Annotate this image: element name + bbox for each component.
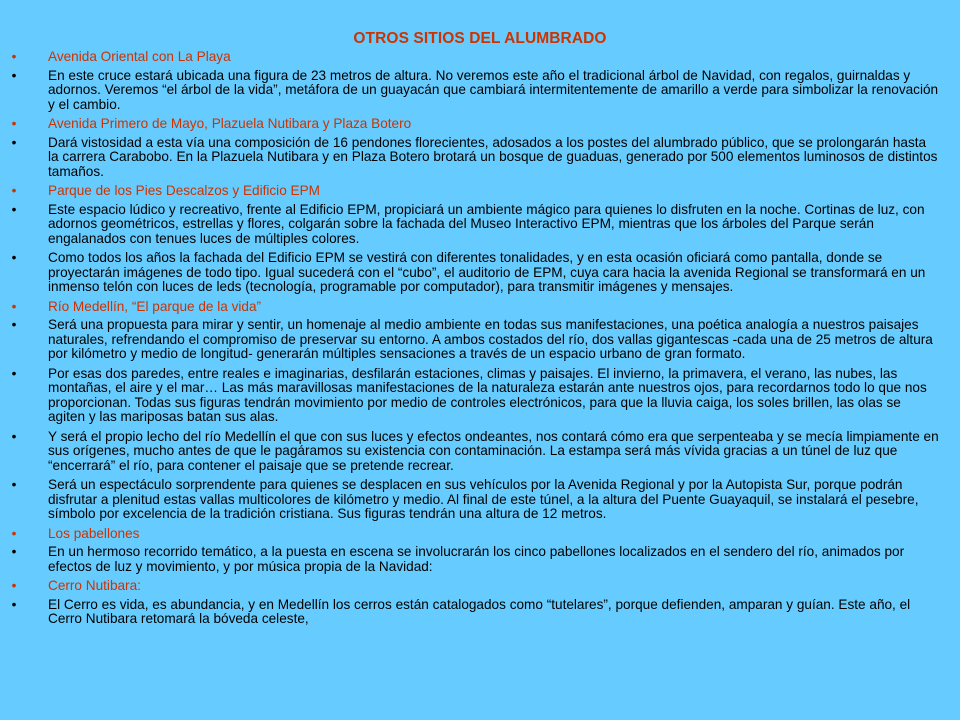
list-item-text: En un hermoso recorrido temático, a la puesta en escena se involucrarán los cinco pabellones localizados en el sendero del río, animados por efectos de luz y movimiento, y por música propia de la Navidad: (48, 544, 905, 574)
slide-title: OTROS SITIOS DEL ALUMBRADO (353, 30, 607, 47)
list-item-heading (0, 579, 960, 594)
list-item-body (0, 545, 960, 574)
bullet-icon: • (11, 544, 17, 559)
bullet-icon: • (11, 477, 17, 492)
list-item-text: Avenida Oriental con La Playa (48, 49, 231, 64)
bullet-list (0, 50, 960, 632)
list-item-text: Por esas dos paredes, entre reales e imaginarias, desfilarán estaciones, climas y paisajes. El invierno, la primavera, el verano, las nubes, las montañas, el aire y el mar… Las más maravillosas manifestaciones de la naturaleza estarán ante nuestros ojos, para recordarnos todo lo que nos proporcionan. Todas sus figuras tendrán movimiento por medio de controles electrónicos, para que la lluvia caiga, los soles brillen, las olas se agiten y las mariposas batan sus alas. (48, 365, 927, 424)
bullet-icon: • (11, 578, 17, 593)
list-item-text: Avenida Primero de Mayo, Plazuela Nutibara y Plaza Botero (48, 116, 412, 131)
bullet-icon: • (11, 525, 17, 541)
list-item-text: Este espacio lúdico y recreativo, frente al Edificio EPM, propiciará un ambiente mágico para quienes lo disfruten en la noche. Cortinas de luz, con adornos geométricos, estrellas y flores, colgarán sobre la fachada del Museo Interactivo EPM, mientras que los árboles del Parque serán engalanados con tenues luces de múltiples colores. (48, 201, 925, 246)
bullet-icon: • (11, 250, 17, 265)
list-item-body (0, 251, 960, 295)
bullet-icon: • (11, 49, 17, 64)
bullet-icon: • (11, 428, 17, 444)
list-item-body (0, 367, 960, 425)
bullet-icon: • (11, 298, 17, 314)
list-item-body (0, 69, 960, 113)
bullet-icon: • (11, 116, 17, 131)
list-item-heading (0, 527, 960, 542)
list-item-heading (0, 117, 960, 132)
list-item-body (0, 478, 960, 522)
list-item-text: Será una propuesta para mirar y sentir, un homenaje al medio ambiente en todas sus manifestaciones, una poética analogía a nuestros paisajes naturales, refrendando el compromiso de preservar su entorno. A ambos costados del río, dos vallas gigantescas -cada una de 25 metros de altura por kilómetro y medio de longitud- generarán múltiples sensaciones a través de un espacio urbano de gran formato. (48, 317, 933, 361)
bullet-icon: • (11, 365, 17, 381)
list-item-heading (0, 50, 960, 65)
list-item-body (0, 430, 960, 474)
bullet-icon: • (11, 134, 17, 150)
bullet-icon: • (11, 317, 17, 332)
list-item-body (0, 598, 960, 627)
list-item-text: Parque de los Pies Descalzos y Edificio EPM (48, 183, 320, 198)
list-item-text: Como todos los años la fachada del Edificio EPM se vestirá con diferentes tonalidades, y en esta ocasión oficiará como pantalla, donde se proyectarán imágenes de todo tipo. Igual sucederá con el “cubo”, el auditorio de EPM, cuya cara hacia la avenida Regional se transformará en un inmenso telón con luces de leds (tecnología, programable por computador), para transmitir imágenes y mensajes. (48, 250, 926, 294)
list-item-text: Dará vistosidad a esta vía una composición de 16 pendones florecientes, adosados a los postes del alumbrado público, que se prolongarán hasta la carrera Carabobo. En la Plazuela Nutibara y en Plaza Botero brotará un bosque de guaduas, generado por 500 elementos luminosos de distintos tamaños. (48, 134, 938, 179)
list-item-text: El Cerro es vida, es abundancia, y en Medellín los cerros están catalogados como “tutelares”, porque defienden, amparan y guían. Este año, el Cerro Nutibara retomará la bóveda celeste, (48, 596, 911, 626)
bullet-icon: • (11, 596, 17, 612)
list-item-text: Los pabellones (48, 525, 140, 541)
bullet-icon: • (11, 201, 17, 217)
list-item-body (0, 318, 960, 362)
list-item-text: En este cruce estará ubicada una figura de 23 metros de altura. No veremos este año el tradicional árbol de Navidad, con regalos, guirnaldas y adornos. Veremos “el árbol de la vida”, metáfora de un guayacán que cambiará intermitentemente de amarillo a verde para simbolizar la renovación y el cambio. (48, 67, 939, 112)
bullet-icon: • (11, 183, 17, 198)
list-item-heading (0, 184, 960, 199)
list-item-text: Cerro Nutibara: (48, 578, 141, 593)
list-item-text: Y será el propio lecho del río Medellín el que con sus luces y efectos ondeantes, nos contará cómo era que serpenteaba y se mecía limpiamente en sus orígenes, mucho antes de que le pagáramos su existencia con contaminación. La estampa será más vívida gracias a un túnel de luz que “encerrará” el río, para contener el paisaje que se pretende recrear. (48, 428, 939, 473)
list-item-body (0, 203, 960, 247)
list-item-text: Río Medellín, “El parque de la vida” (48, 298, 262, 314)
bullet-icon: • (11, 67, 17, 83)
list-item-text: Será un espectáculo sorprendente para quienes se desplacen en sus vehículos por la Avenida Regional y por la Autopista Sur, porque podrán disfrutar a plenitud estas vallas multicolores de kilómetro y medio. Al final de este túnel, a la altura del Puente Guayaquil, se instalará el pesebre, símbolo por excelencia de la tradición cristiana. Sus figuras tendrán una altura de 12 metros. (48, 477, 919, 521)
list-item-heading (0, 300, 960, 315)
list-item-body (0, 136, 960, 180)
